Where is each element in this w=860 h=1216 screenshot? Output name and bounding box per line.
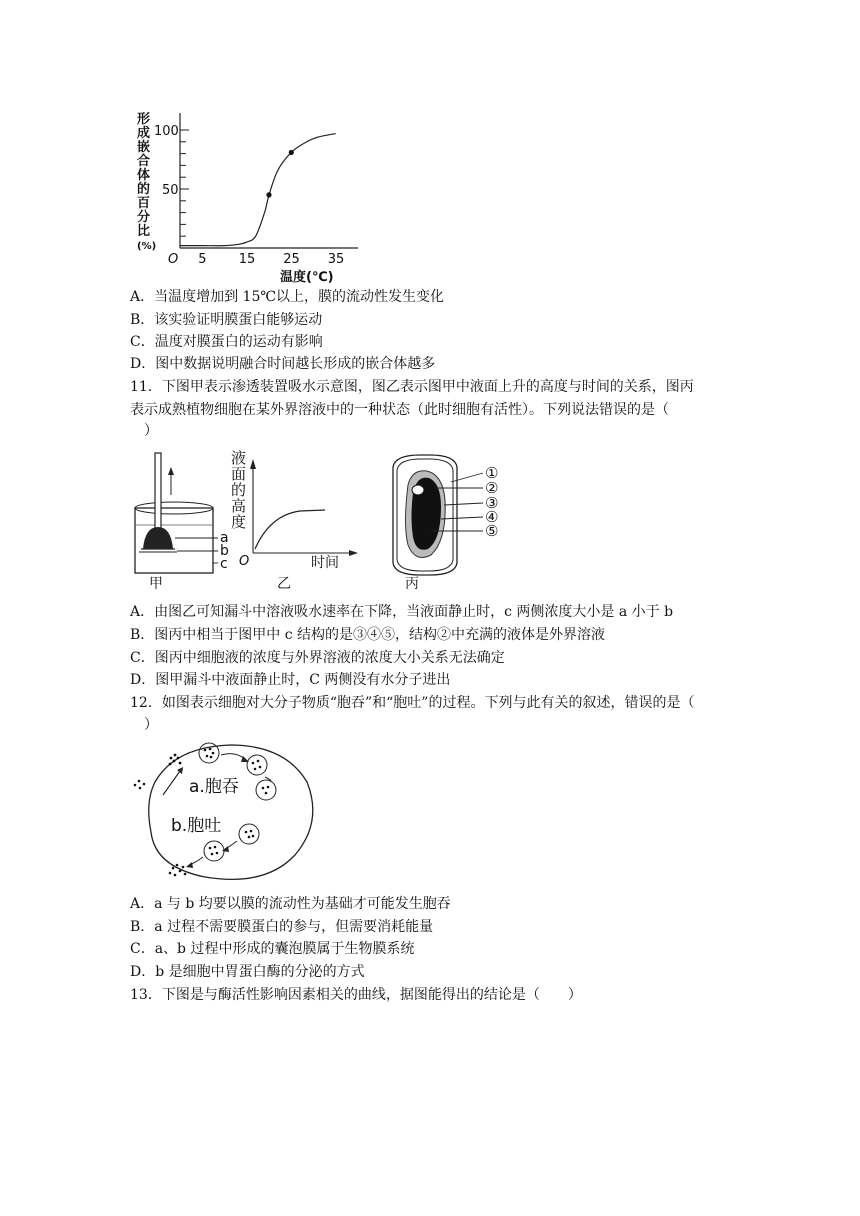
- q12-figure-svg: [125, 737, 325, 892]
- q10-option-d: D．图中数据说明融合时间越长形成的嵌合体越多: [130, 356, 436, 372]
- chart-origin: O: [168, 252, 179, 267]
- q10-chart: [130, 105, 370, 285]
- chart-ylabel-char: 嵌: [137, 140, 151, 155]
- chart-point: [266, 192, 271, 197]
- q11-fig-bing: [393, 455, 498, 592]
- q11-figures-svg: [125, 445, 525, 595]
- chart-ylabel-char: 成: [137, 126, 151, 141]
- q11-figures: [125, 445, 525, 595]
- q12-option-c: C．a、b 过程中形成的囊泡膜属于生物膜系统: [130, 941, 415, 957]
- q11-option-d: D．图甲漏斗中液面静止时，C 两侧没有水分子进出: [130, 672, 451, 688]
- q11-yi-ylabel-char: 的: [231, 481, 247, 499]
- q12-label-b: b.胞吐: [171, 816, 222, 836]
- chart-x-tick-label: 25: [283, 252, 300, 267]
- q11-option-a: A．由图乙可知漏斗中溶液吸水速率在下降，当液面静止时，c 两侧浓度大小是 a 小于 b: [130, 604, 674, 620]
- q11-yi-xlabel: 时间: [311, 555, 339, 571]
- chart-x-tick-label: 5: [198, 252, 207, 267]
- q12-stem-line2: ）: [130, 717, 158, 733]
- q13-stem: 13．下图是与酶活性影响因素相关的曲线，据图能得出的结论是（ ）: [130, 987, 582, 1003]
- q11-bing-mark-5: ⑤: [485, 522, 499, 540]
- q11-yi-ylabel-char: 度: [231, 513, 247, 531]
- chart-y-tick-label: 50: [162, 183, 179, 198]
- chart-ylabel-char: 体: [137, 168, 151, 183]
- q11-bing-label: 丙: [405, 576, 419, 592]
- chart-ylabel-char: (%): [137, 241, 157, 252]
- q11-yi-ylabel-char: 液: [231, 449, 247, 467]
- q11-jia-mark-b: b: [220, 543, 229, 559]
- q11-yi-origin: O: [239, 554, 250, 569]
- q11-jia-mark-c: c: [220, 556, 228, 572]
- chart-ylabel-char: 形: [137, 112, 151, 127]
- q11-bing-mark-1: ①: [485, 464, 499, 482]
- chart-xlabel: 温度(℃): [280, 270, 334, 285]
- q11-option-c: C．图丙中细胞液的浓度与外界溶液的浓度大小关系无法确定: [130, 650, 505, 666]
- q11-jia-mark-a: a: [220, 530, 229, 546]
- q11-yi-ylabel-char: 高: [231, 497, 247, 515]
- q11-yi-label: 乙: [277, 576, 291, 592]
- q12-label-a: a.胞吞: [189, 777, 239, 797]
- q12-stem-line1: 12．如图表示细胞对大分子物质“胞吞”和“胞吐”的过程。下列与此有关的叙述，错误的是（: [130, 695, 695, 711]
- q10-option-a: A．当温度增加到 15℃以上，膜的流动性发生变化: [130, 289, 445, 305]
- chart-ylabel-char: 分: [137, 210, 151, 225]
- q11-stem-line2: 表示成熟植物细胞在某外界溶液中的一种状态（此时细胞有活性）。下列说法错误的是（: [130, 402, 669, 418]
- q12-figure: [125, 737, 325, 892]
- chart-ylabel-char: 的: [137, 182, 151, 197]
- chart-ylabel-char: 比: [137, 224, 151, 239]
- q11-option-b: B．图丙中相当于图甲中 c 结构的是③④⑤，结构②中充满的液体是外界溶液: [130, 627, 606, 643]
- q10-option-b: B．该实验证明膜蛋白能够运动: [130, 312, 323, 328]
- q12-option-b: B．a 过程不需要膜蛋白的参与，但需要消耗能量: [130, 919, 434, 935]
- chart-ylabel-char: 合: [137, 154, 151, 169]
- chart-y-tick-label: 100: [154, 124, 179, 139]
- chart-point: [289, 150, 294, 155]
- q12-option-a: A．a 与 b 均要以膜的流动性为基础才可能发生胞吞: [130, 896, 451, 912]
- q11-yi-ylabel: [231, 449, 246, 531]
- chart-ticks: [180, 130, 189, 236]
- chart-x-tick-label: 35: [327, 252, 345, 267]
- q11-bing-mark-2: ②: [485, 479, 499, 497]
- chart-ylabel-char: 百: [137, 196, 151, 211]
- q12-option-d: D．b 是细胞中胃蛋白酶的分泌的方式: [130, 964, 365, 980]
- q10-option-c: C．温度对膜蛋白的运动有影响: [130, 334, 323, 350]
- q11-bing-mark-3: ③: [485, 494, 499, 512]
- q10-chart-svg: [130, 105, 370, 285]
- q11-fig-yi: [231, 449, 358, 592]
- q11-stem-line3: ）: [130, 423, 158, 439]
- q11-fig-jia: [135, 453, 229, 592]
- q11-yi-ylabel-char: 面: [231, 465, 247, 483]
- q11-stem-line1: 11．下图甲表示渗透装置吸水示意图，图乙表示图甲中液面上升的高度与时间的关系，图丙: [130, 379, 694, 395]
- chart-x-tick-label: 15: [238, 252, 256, 267]
- chart-series-line: [180, 134, 336, 246]
- q11-bing-mark-4: ④: [485, 508, 499, 526]
- q11-jia-label: 甲: [149, 576, 163, 592]
